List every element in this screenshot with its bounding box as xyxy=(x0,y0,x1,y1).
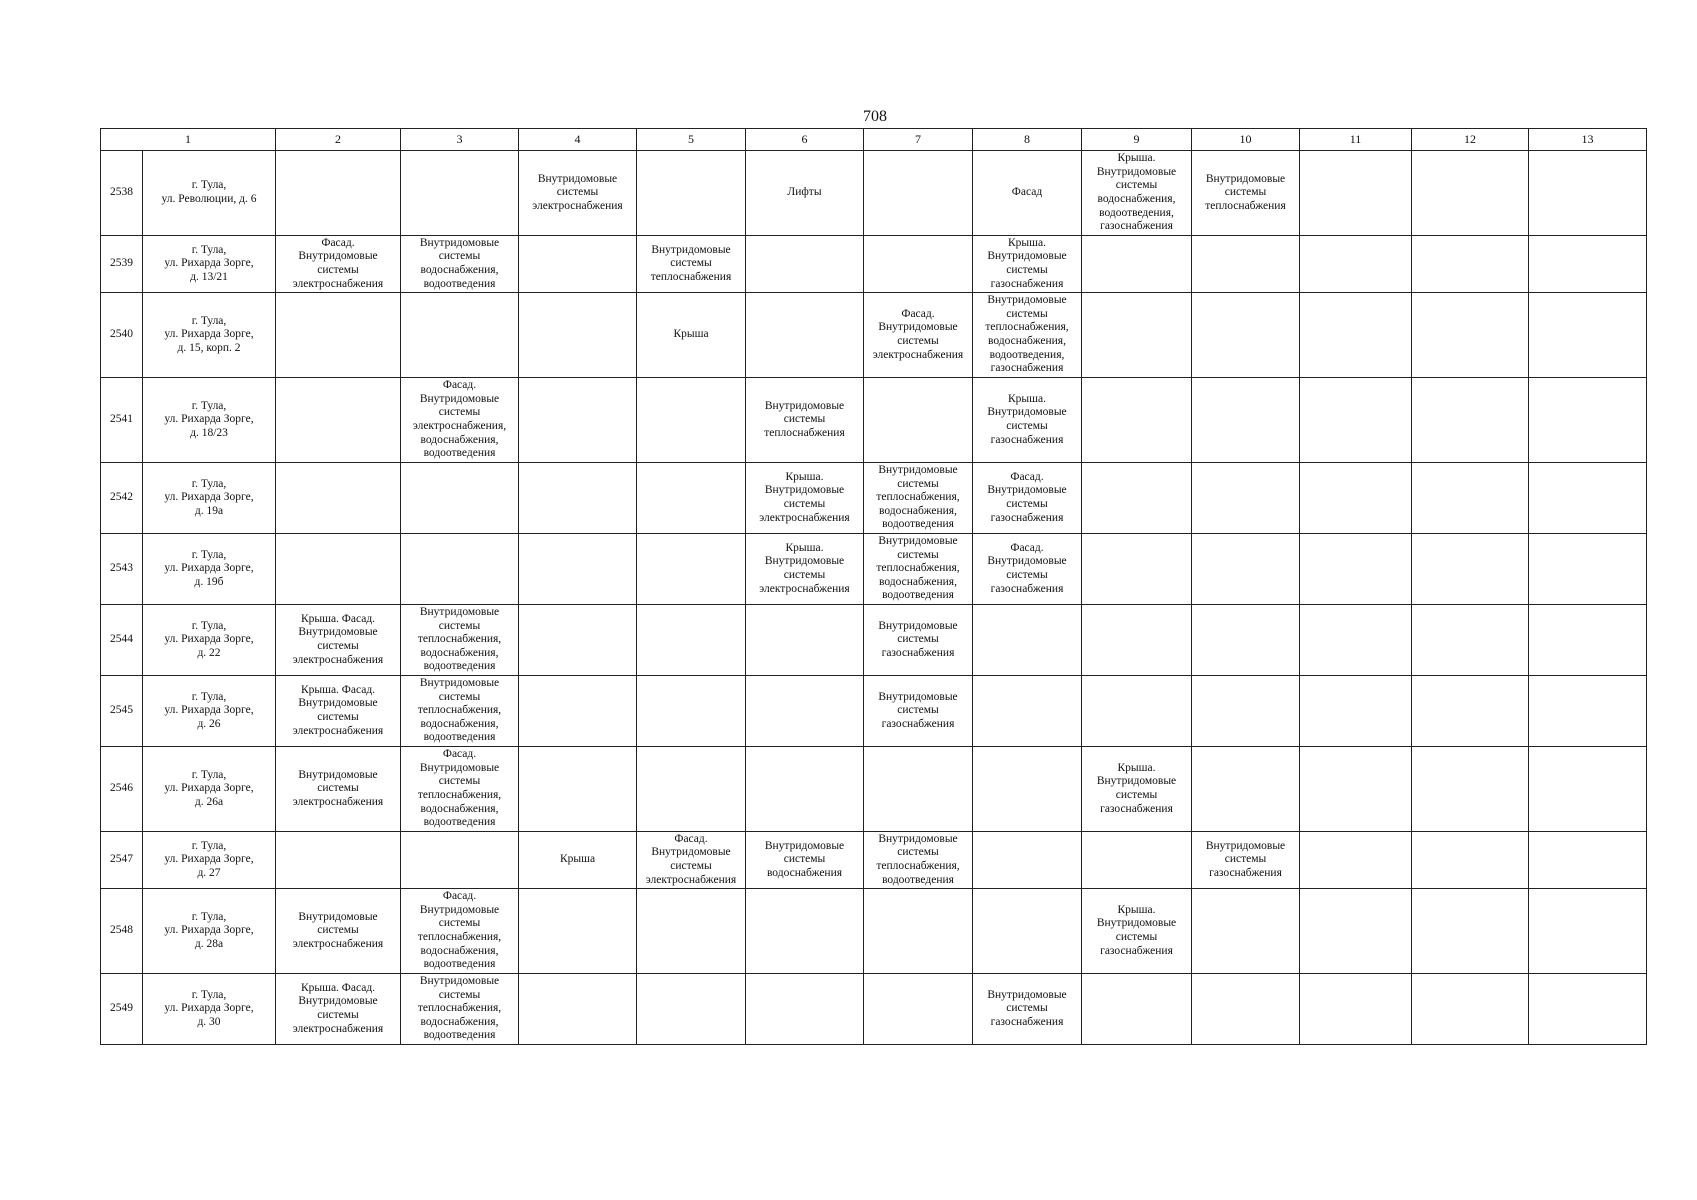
work-type-cell-col-6: Внутридомовые системы теплоснабжения xyxy=(746,378,864,463)
work-type-cell-col-11 xyxy=(1300,832,1412,889)
work-type-cell-col-9: Крыша. Внутридомовые системы водоснабжения, водоотведения, газоснабжения xyxy=(1082,151,1192,236)
work-type-cell-col-13 xyxy=(1529,676,1647,747)
address-cell: г. Тула, ул. Рихарда Зорге, д. 18/23 xyxy=(143,378,276,463)
work-type-cell-col-13 xyxy=(1529,151,1647,236)
work-type-cell-col-3 xyxy=(401,463,519,534)
table-row xyxy=(101,236,1647,293)
work-type-cell-col-5 xyxy=(637,605,746,676)
address-cell: г. Тула, ул. Рихарда Зорге, д. 22 xyxy=(143,605,276,676)
column-header-5: 5 xyxy=(637,129,746,151)
work-type-cell-col-12 xyxy=(1412,463,1529,534)
work-type-cell-col-6 xyxy=(746,676,864,747)
work-type-cell-col-10: Внутридомовые системы теплоснабжения xyxy=(1192,151,1300,236)
work-type-cell-col-7: Фасад. Внутридомовые системы электроснабжения xyxy=(864,293,973,378)
work-type-cell-col-6 xyxy=(746,974,864,1045)
work-type-cell-col-8: Фасад xyxy=(973,151,1082,236)
column-header-13: 13 xyxy=(1529,129,1647,151)
work-type-cell-col-2 xyxy=(276,832,401,889)
work-type-cell-col-10 xyxy=(1192,463,1300,534)
work-type-cell-col-8 xyxy=(973,605,1082,676)
address-cell: г. Тула, ул. Рихарда Зорге, д. 30 xyxy=(143,974,276,1045)
row-number-cell: 2542 xyxy=(101,463,143,534)
work-type-cell-col-11 xyxy=(1300,889,1412,974)
work-type-cell-col-11 xyxy=(1300,747,1412,832)
work-type-cell-col-12 xyxy=(1412,534,1529,605)
column-header-1: 1 xyxy=(101,129,276,151)
table-row xyxy=(101,293,1647,378)
work-type-cell-col-2 xyxy=(276,151,401,236)
work-type-cell-col-9 xyxy=(1082,974,1192,1045)
column-header-8: 8 xyxy=(973,129,1082,151)
row-number-cell: 2548 xyxy=(101,889,143,974)
table-row xyxy=(101,463,1647,534)
work-type-cell-col-2: Внутридомовые системы электроснабжения xyxy=(276,889,401,974)
page-number: 708 xyxy=(863,108,887,125)
row-number-cell: 2540 xyxy=(101,293,143,378)
row-number-cell: 2549 xyxy=(101,974,143,1045)
work-type-cell-col-8 xyxy=(973,889,1082,974)
column-number-row xyxy=(101,129,1647,151)
work-type-cell-col-12 xyxy=(1412,293,1529,378)
work-type-cell-col-12 xyxy=(1412,832,1529,889)
work-type-cell-col-13 xyxy=(1529,747,1647,832)
work-type-cell-col-10 xyxy=(1192,378,1300,463)
work-type-cell-col-5: Внутридомовые системы теплоснабжения xyxy=(637,236,746,293)
row-number-cell: 2544 xyxy=(101,605,143,676)
work-type-cell-col-10 xyxy=(1192,889,1300,974)
work-type-cell-col-11 xyxy=(1300,293,1412,378)
work-type-cell-col-4 xyxy=(519,293,637,378)
table-row xyxy=(101,605,1647,676)
work-type-cell-col-9 xyxy=(1082,293,1192,378)
work-type-cell-col-2 xyxy=(276,463,401,534)
work-type-cell-col-9 xyxy=(1082,236,1192,293)
work-type-cell-col-9 xyxy=(1082,534,1192,605)
work-type-cell-col-6: Лифты xyxy=(746,151,864,236)
column-header-9: 9 xyxy=(1082,129,1192,151)
work-type-cell-col-5 xyxy=(637,463,746,534)
work-type-cell-col-4: Крыша xyxy=(519,832,637,889)
work-type-cell-col-9 xyxy=(1082,605,1192,676)
address-cell: г. Тула, ул. Рихарда Зорге, д. 27 xyxy=(143,832,276,889)
work-type-cell-col-11 xyxy=(1300,974,1412,1045)
work-type-cell-col-12 xyxy=(1412,605,1529,676)
work-type-cell-col-6: Крыша. Внутридомовые системы электроснабжения xyxy=(746,463,864,534)
work-type-cell-col-12 xyxy=(1412,747,1529,832)
work-type-cell-col-2 xyxy=(276,293,401,378)
work-type-cell-col-3: Фасад. Внутридомовые системы теплоснабжения, водоснабжения, водоотведения xyxy=(401,889,519,974)
table-row xyxy=(101,534,1647,605)
work-type-cell-col-2: Внутридомовые системы электроснабжения xyxy=(276,747,401,832)
work-type-cell-col-2: Крыша. Фасад. Внутридомовые системы электроснабжения xyxy=(276,974,401,1045)
work-type-cell-col-6 xyxy=(746,293,864,378)
address-cell: г. Тула, ул. Рихарда Зорге, д. 15, корп. 2 xyxy=(143,293,276,378)
row-number-cell: 2545 xyxy=(101,676,143,747)
work-type-cell-col-10 xyxy=(1192,676,1300,747)
table-row xyxy=(101,747,1647,832)
work-type-cell-col-9: Крыша. Внутридомовые системы газоснабжения xyxy=(1082,889,1192,974)
work-type-cell-col-11 xyxy=(1300,236,1412,293)
repair-schedule-table xyxy=(100,128,1647,1045)
work-type-cell-col-13 xyxy=(1529,889,1647,974)
work-type-cell-col-4 xyxy=(519,378,637,463)
table-row xyxy=(101,378,1647,463)
work-type-cell-col-12 xyxy=(1412,974,1529,1045)
work-type-cell-col-9 xyxy=(1082,676,1192,747)
work-type-cell-col-4 xyxy=(519,605,637,676)
column-header-4: 4 xyxy=(519,129,637,151)
work-type-cell-col-4 xyxy=(519,534,637,605)
work-type-cell-col-8 xyxy=(973,676,1082,747)
work-type-cell-col-8 xyxy=(973,832,1082,889)
work-type-cell-col-12 xyxy=(1412,151,1529,236)
work-type-cell-col-3: Внутридомовые системы теплоснабжения, водоснабжения, водоотведения xyxy=(401,974,519,1045)
work-type-cell-col-3 xyxy=(401,293,519,378)
work-type-cell-col-3 xyxy=(401,151,519,236)
work-type-cell-col-5: Фасад. Внутридомовые системы электроснабжения xyxy=(637,832,746,889)
work-type-cell-col-3 xyxy=(401,832,519,889)
work-type-cell-col-11 xyxy=(1300,534,1412,605)
work-type-cell-col-5 xyxy=(637,534,746,605)
work-type-cell-col-8: Внутридомовые системы теплоснабжения, водоснабжения, водоотведения, газоснабжения xyxy=(973,293,1082,378)
work-type-cell-col-5 xyxy=(637,747,746,832)
work-type-cell-col-7 xyxy=(864,151,973,236)
work-type-cell-col-2 xyxy=(276,378,401,463)
table-row xyxy=(101,889,1647,974)
row-number-cell: 2547 xyxy=(101,832,143,889)
table-row xyxy=(101,974,1647,1045)
work-type-cell-col-13 xyxy=(1529,236,1647,293)
work-type-cell-col-13 xyxy=(1529,974,1647,1045)
address-cell: г. Тула, ул. Рихарда Зорге, д. 13/21 xyxy=(143,236,276,293)
work-type-cell-col-11 xyxy=(1300,605,1412,676)
work-type-cell-col-7 xyxy=(864,378,973,463)
work-type-cell-col-4 xyxy=(519,747,637,832)
column-header-6: 6 xyxy=(746,129,864,151)
column-header-7: 7 xyxy=(864,129,973,151)
work-type-cell-col-5 xyxy=(637,378,746,463)
work-type-cell-col-11 xyxy=(1300,151,1412,236)
work-type-cell-col-4 xyxy=(519,463,637,534)
work-type-cell-col-3: Внутридомовые системы водоснабжения, водоотведения xyxy=(401,236,519,293)
address-cell: г. Тула, ул. Революции, д. 6 xyxy=(143,151,276,236)
work-type-cell-col-8: Крыша. Внутридомовые системы газоснабжения xyxy=(973,378,1082,463)
work-type-cell-col-10 xyxy=(1192,747,1300,832)
row-number-cell: 2538 xyxy=(101,151,143,236)
work-type-cell-col-13 xyxy=(1529,605,1647,676)
work-type-cell-col-5: Крыша xyxy=(637,293,746,378)
work-type-cell-col-3: Внутридомовые системы теплоснабжения, водоснабжения, водоотведения xyxy=(401,676,519,747)
work-type-cell-col-12 xyxy=(1412,236,1529,293)
work-type-cell-col-7 xyxy=(864,236,973,293)
work-type-cell-col-6 xyxy=(746,747,864,832)
work-type-cell-col-8: Крыша. Внутридомовые системы газоснабжения xyxy=(973,236,1082,293)
work-type-cell-col-10 xyxy=(1192,534,1300,605)
work-type-cell-col-11 xyxy=(1300,378,1412,463)
work-type-cell-col-4: Внутридомовые системы электроснабжения xyxy=(519,151,637,236)
column-header-3: 3 xyxy=(401,129,519,151)
work-type-cell-col-4 xyxy=(519,889,637,974)
column-header-12: 12 xyxy=(1412,129,1529,151)
work-type-cell-col-11 xyxy=(1300,676,1412,747)
row-number-cell: 2543 xyxy=(101,534,143,605)
work-type-cell-col-7: Внутридомовые системы теплоснабжения, водоснабжения, водоотведения xyxy=(864,534,973,605)
work-type-cell-col-12 xyxy=(1412,889,1529,974)
work-type-cell-col-11 xyxy=(1300,463,1412,534)
work-type-cell-col-6: Внутридомовые системы водоснабжения xyxy=(746,832,864,889)
work-type-cell-col-13 xyxy=(1529,832,1647,889)
work-type-cell-col-4 xyxy=(519,974,637,1045)
table-body xyxy=(101,151,1647,1045)
work-type-cell-col-3: Фасад. Внутридомовые системы теплоснабжения, водоснабжения, водоотведения xyxy=(401,747,519,832)
table-row xyxy=(101,832,1647,889)
work-type-cell-col-3: Внутридомовые системы теплоснабжения, водоснабжения, водоотведения xyxy=(401,605,519,676)
row-number-cell: 2546 xyxy=(101,747,143,832)
work-type-cell-col-7 xyxy=(864,747,973,832)
work-type-cell-col-8: Фасад. Внутридомовые системы газоснабжения xyxy=(973,534,1082,605)
column-header-10: 10 xyxy=(1192,129,1300,151)
work-type-cell-col-3: Фасад. Внутридомовые системы электроснабжения, водоснабжения, водоотведения xyxy=(401,378,519,463)
work-type-cell-col-10: Внутридомовые системы газоснабжения xyxy=(1192,832,1300,889)
address-cell: г. Тула, ул. Рихарда Зорге, д. 26 xyxy=(143,676,276,747)
work-type-cell-col-9: Крыша. Внутридомовые системы газоснабжения xyxy=(1082,747,1192,832)
work-type-cell-col-13 xyxy=(1529,293,1647,378)
address-cell: г. Тула, ул. Рихарда Зорге, д. 19б xyxy=(143,534,276,605)
work-type-cell-col-9 xyxy=(1082,378,1192,463)
work-type-cell-col-10 xyxy=(1192,236,1300,293)
table-row xyxy=(101,151,1647,236)
work-type-cell-col-5 xyxy=(637,889,746,974)
work-type-cell-col-2: Крыша. Фасад. Внутридомовые системы электроснабжения xyxy=(276,676,401,747)
column-header-2: 2 xyxy=(276,129,401,151)
work-type-cell-col-2 xyxy=(276,534,401,605)
row-number-cell: 2539 xyxy=(101,236,143,293)
work-type-cell-col-10 xyxy=(1192,293,1300,378)
work-type-cell-col-6: Крыша. Внутридомовые системы электроснабжения xyxy=(746,534,864,605)
work-type-cell-col-10 xyxy=(1192,974,1300,1045)
work-type-cell-col-9 xyxy=(1082,463,1192,534)
work-type-cell-col-6 xyxy=(746,236,864,293)
work-type-cell-col-13 xyxy=(1529,378,1647,463)
table-header xyxy=(101,129,1647,151)
work-type-cell-col-8: Внутридомовые системы газоснабжения xyxy=(973,974,1082,1045)
work-type-cell-col-8: Фасад. Внутридомовые системы газоснабжения xyxy=(973,463,1082,534)
work-type-cell-col-7: Внутридомовые системы теплоснабжения, водоотведения xyxy=(864,832,973,889)
address-cell: г. Тула, ул. Рихарда Зорге, д. 28а xyxy=(143,889,276,974)
work-type-cell-col-4 xyxy=(519,676,637,747)
address-cell: г. Тула, ул. Рихарда Зорге, д. 19а xyxy=(143,463,276,534)
work-type-cell-col-3 xyxy=(401,534,519,605)
work-type-cell-col-13 xyxy=(1529,534,1647,605)
work-type-cell-col-7 xyxy=(864,889,973,974)
work-type-cell-col-6 xyxy=(746,889,864,974)
column-header-11: 11 xyxy=(1300,129,1412,151)
work-type-cell-col-12 xyxy=(1412,676,1529,747)
work-type-cell-col-5 xyxy=(637,151,746,236)
work-type-cell-col-5 xyxy=(637,974,746,1045)
work-type-cell-col-8 xyxy=(973,747,1082,832)
work-type-cell-col-10 xyxy=(1192,605,1300,676)
work-type-cell-col-7 xyxy=(864,974,973,1045)
work-type-cell-col-7: Внутридомовые системы газоснабжения xyxy=(864,605,973,676)
work-type-cell-col-5 xyxy=(637,676,746,747)
work-type-cell-col-7: Внутридомовые системы газоснабжения xyxy=(864,676,973,747)
work-type-cell-col-6 xyxy=(746,605,864,676)
address-cell: г. Тула, ул. Рихарда Зорге, д. 26а xyxy=(143,747,276,832)
work-type-cell-col-9 xyxy=(1082,832,1192,889)
work-type-cell-col-2: Крыша. Фасад. Внутридомовые системы электроснабжения xyxy=(276,605,401,676)
work-type-cell-col-2: Фасад. Внутридомовые системы электроснабжения xyxy=(276,236,401,293)
work-type-cell-col-13 xyxy=(1529,463,1647,534)
work-type-cell-col-4 xyxy=(519,236,637,293)
work-type-cell-col-7: Внутридомовые системы теплоснабжения, водоснабжения, водоотведения xyxy=(864,463,973,534)
work-type-cell-col-12 xyxy=(1412,378,1529,463)
table-row xyxy=(101,676,1647,747)
row-number-cell: 2541 xyxy=(101,378,143,463)
